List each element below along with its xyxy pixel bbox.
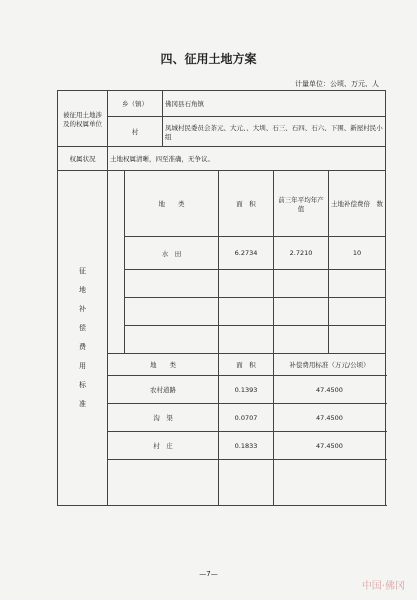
- village-label: 村: [108, 117, 163, 147]
- village-value: 凤城村民委员会茶元、大元、、大圳、石三、石四、石六、下围、新屋村民小组: [163, 117, 386, 147]
- cell-type: 沟 渠: [108, 404, 219, 432]
- compensation-side-label: 征 地 补 偿 费 用 标 准: [58, 171, 108, 506]
- status-value: 土地权属清晰，四至准确，无争议。: [108, 147, 386, 171]
- top-header-land-multiple: 土地补偿费倍 数: [329, 171, 386, 237]
- land-plan-table: [57, 90, 386, 506]
- cell-standard: 47.4500: [274, 376, 386, 404]
- top-header-area: 面 积: [219, 171, 274, 237]
- status-row: [58, 147, 386, 171]
- unit-label: 计量单位：公顷、万元、人: [295, 80, 379, 88]
- top-header-row: [58, 171, 386, 237]
- cell-standard: 47.4500: [274, 404, 386, 432]
- watermark-logo: 中国·佛冈: [361, 581, 405, 592]
- cell-land-multiple: 10: [329, 237, 386, 270]
- cell-type: [108, 460, 219, 506]
- cell-type: [125, 298, 219, 326]
- bottom-header-standard: 补偿费用标准（万元/公顷）: [274, 354, 386, 376]
- page-number: —7—: [199, 570, 218, 578]
- top-header-type: 地 类: [125, 171, 219, 237]
- cell-area: [219, 326, 274, 354]
- cell-land-multiple: [329, 298, 386, 326]
- cell-area: 0.1833: [219, 432, 274, 460]
- cell-avg-output: 2.7210: [274, 237, 329, 270]
- table-row: [58, 376, 386, 404]
- cell-type: 村 庄: [108, 432, 219, 460]
- cell-area: [219, 460, 274, 506]
- table-row: [58, 404, 386, 432]
- bottom-header-type: 地 类: [108, 354, 219, 376]
- cell-area: 6.2734: [219, 237, 274, 270]
- town-value: 佛冈县石角镇: [163, 91, 386, 117]
- owner-label: 被征用土地涉及的权属单位: [58, 91, 108, 147]
- cell-area: 0.1393: [219, 376, 274, 404]
- cell-avg-output: [274, 326, 329, 354]
- page-title: 四、征用土地方案: [160, 52, 257, 66]
- cell-avg-output: [274, 298, 329, 326]
- cell-land-multiple: [329, 326, 386, 354]
- cell-standard: [274, 460, 386, 506]
- town-label: 乡（镇）: [108, 91, 163, 117]
- bottom-header-row: [58, 354, 386, 376]
- cell-area: 0.0707: [219, 404, 274, 432]
- status-label: 权属状况: [58, 147, 108, 171]
- cell-land-multiple: [329, 270, 386, 298]
- table-row: [58, 460, 386, 506]
- bottom-header-area: 面 积: [219, 354, 274, 376]
- cell-type: [125, 270, 219, 298]
- cell-area: [219, 298, 274, 326]
- top-header-avg-output: 前三年平均年产值: [274, 171, 329, 237]
- owner-town-row: [58, 91, 386, 117]
- cell-type: 水 田: [125, 237, 219, 270]
- empty-cell: [108, 171, 125, 354]
- cell-standard: 47.4500: [274, 432, 386, 460]
- owner-village-row: [58, 117, 386, 147]
- cell-type: [125, 326, 219, 354]
- cell-avg-output: [274, 270, 329, 298]
- cell-type: 农村道路: [108, 376, 219, 404]
- cell-area: [219, 270, 274, 298]
- table-row: [58, 432, 386, 460]
